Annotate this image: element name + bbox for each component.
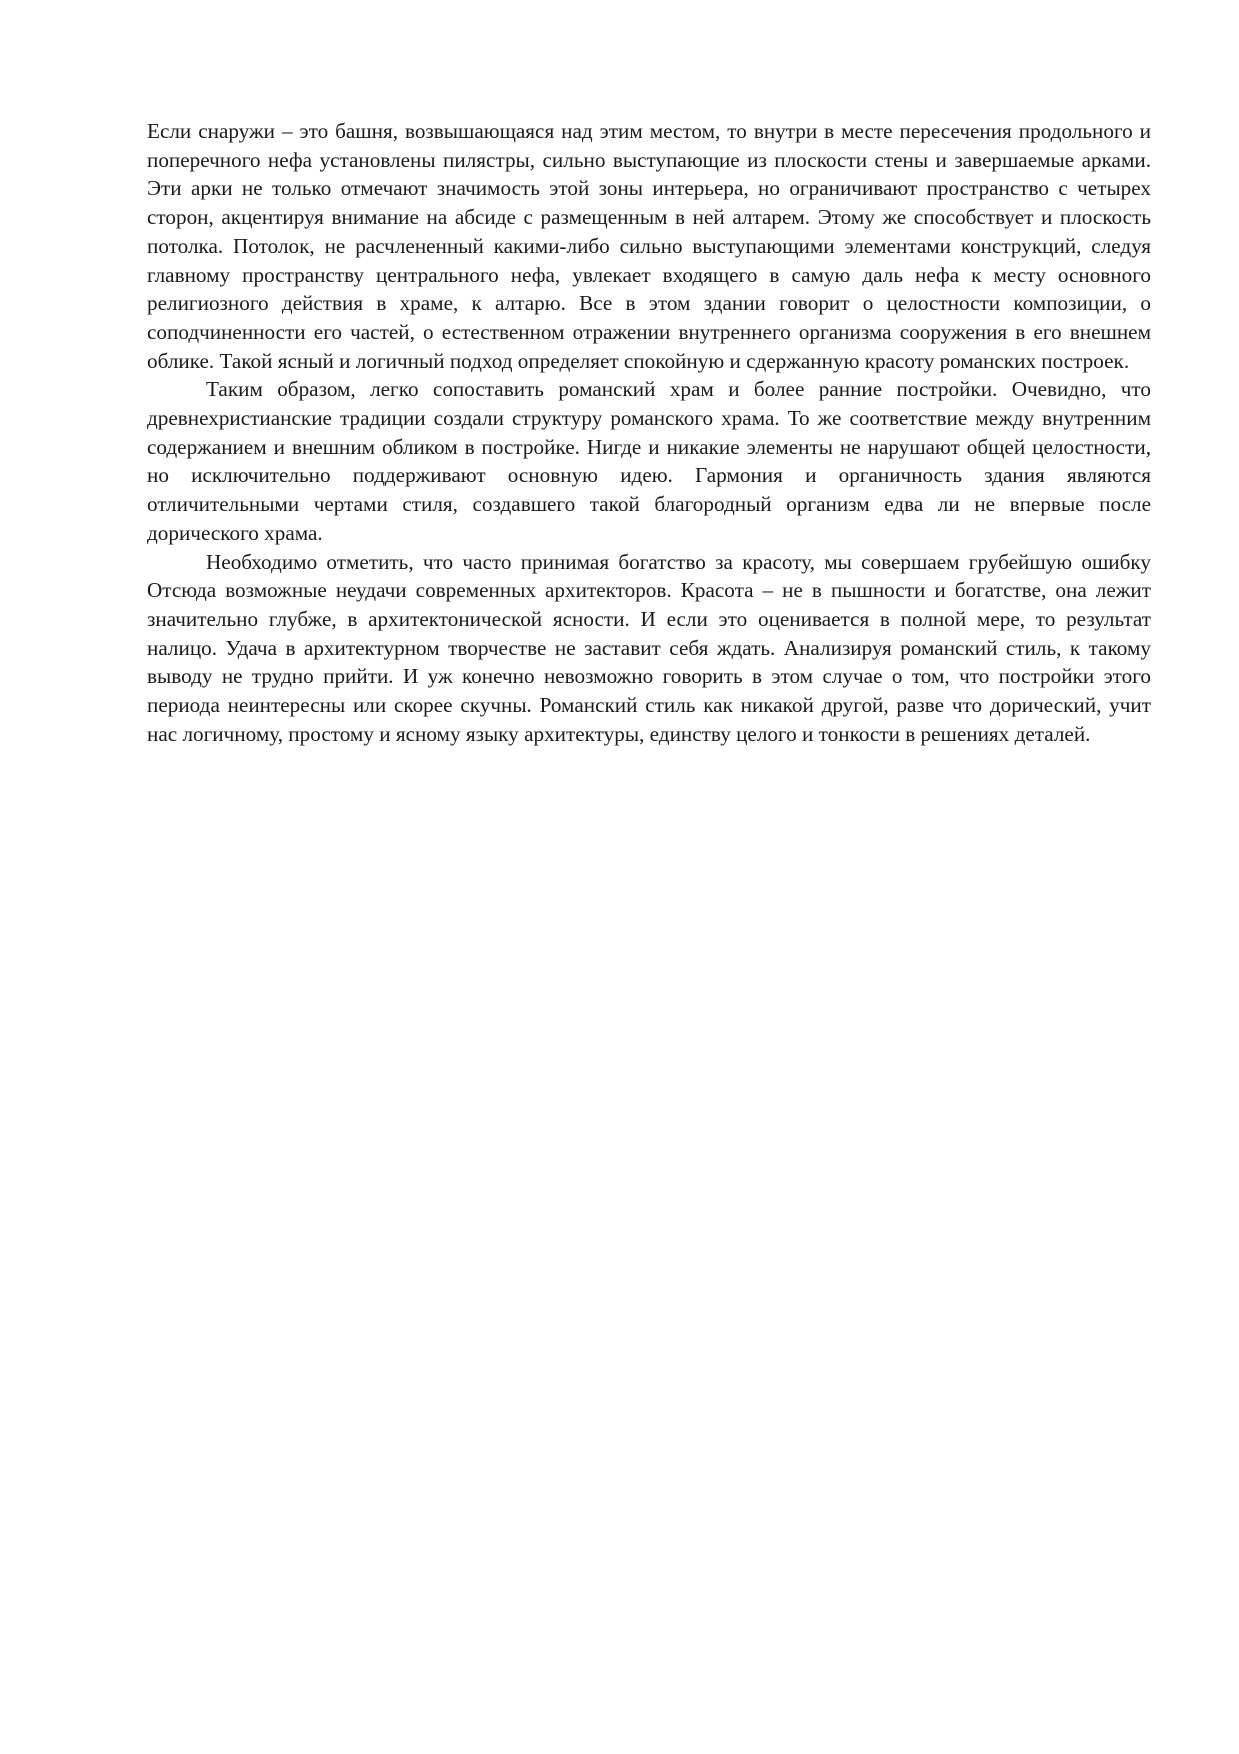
body-text	[147, 117, 1151, 748]
paragraph-1: Если снаружи – это башня, возвышающаяся над этим местом, то внутри в месте пересечения продольного и поперечного нефа установлены пилястры, сильно выступающие из плоскости стены и завершаемые арками. Эти арки не только отмечают значимость этой зоны интерьера, но ограничивают пространство с четырех сторон, акцентируя внимание на абсиде с размещенным в ней алтарем. Этому же способствует и плоскость потолка. Потолок, не расчлененный какими-либо сильно выступающими элементами конструкций, следуя главному пространству центрального нефа, увлекает входящего в самую даль нефа к месту основного религиозного действия в храме, к алтарю. Все в этом здании говорит о целостности композиции, о соподчиненности его частей, о естественном отражении внутреннего организма сооружения в его внешнем облике. Такой ясный и логичный подход определяет спокойную и сдержанную красоту романских построек.	[147, 119, 1151, 373]
paragraph-2: Таким образом, легко сопоставить романский храм и более ранние постройки. Очевидно, что древнехристианские традиции создали структуру романского храма. То же соответствие между внутренним содержанием и внешним обликом в постройке. Нигде и никакие элементы не нарушают общей целостности, но исключительно поддерживают основную идею. Гармония и органичность здания являются отличительными чертами стиля, создавшего такой благородный организм едва ли не впервые после дорического храма.	[147, 377, 1151, 545]
paragraph-3: Необходимо отметить, что часто принимая богатство за красоту, мы совершаем грубейшую ошибку Отсюда возможные неудачи современных архитекторов. Красота – не в пышности и богатстве, она лежит значительно глубже, в архитектонической ясности. И если это оценивается в полной мере, то результат налицо. Удача в архитектурном творчестве не заставит себя ждать. Анализируя романский стиль, к такому выводу не трудно прийти. И уж конечно невозможно говорить в этом случае о том, что постройки этого периода неинтересны или скорее скучны. Романский стиль как никакой другой, разве что дорический, учит нас логичному, простому и ясному языку архитектуры, единству целого и тонкости в решениях деталей.	[147, 549, 1151, 746]
